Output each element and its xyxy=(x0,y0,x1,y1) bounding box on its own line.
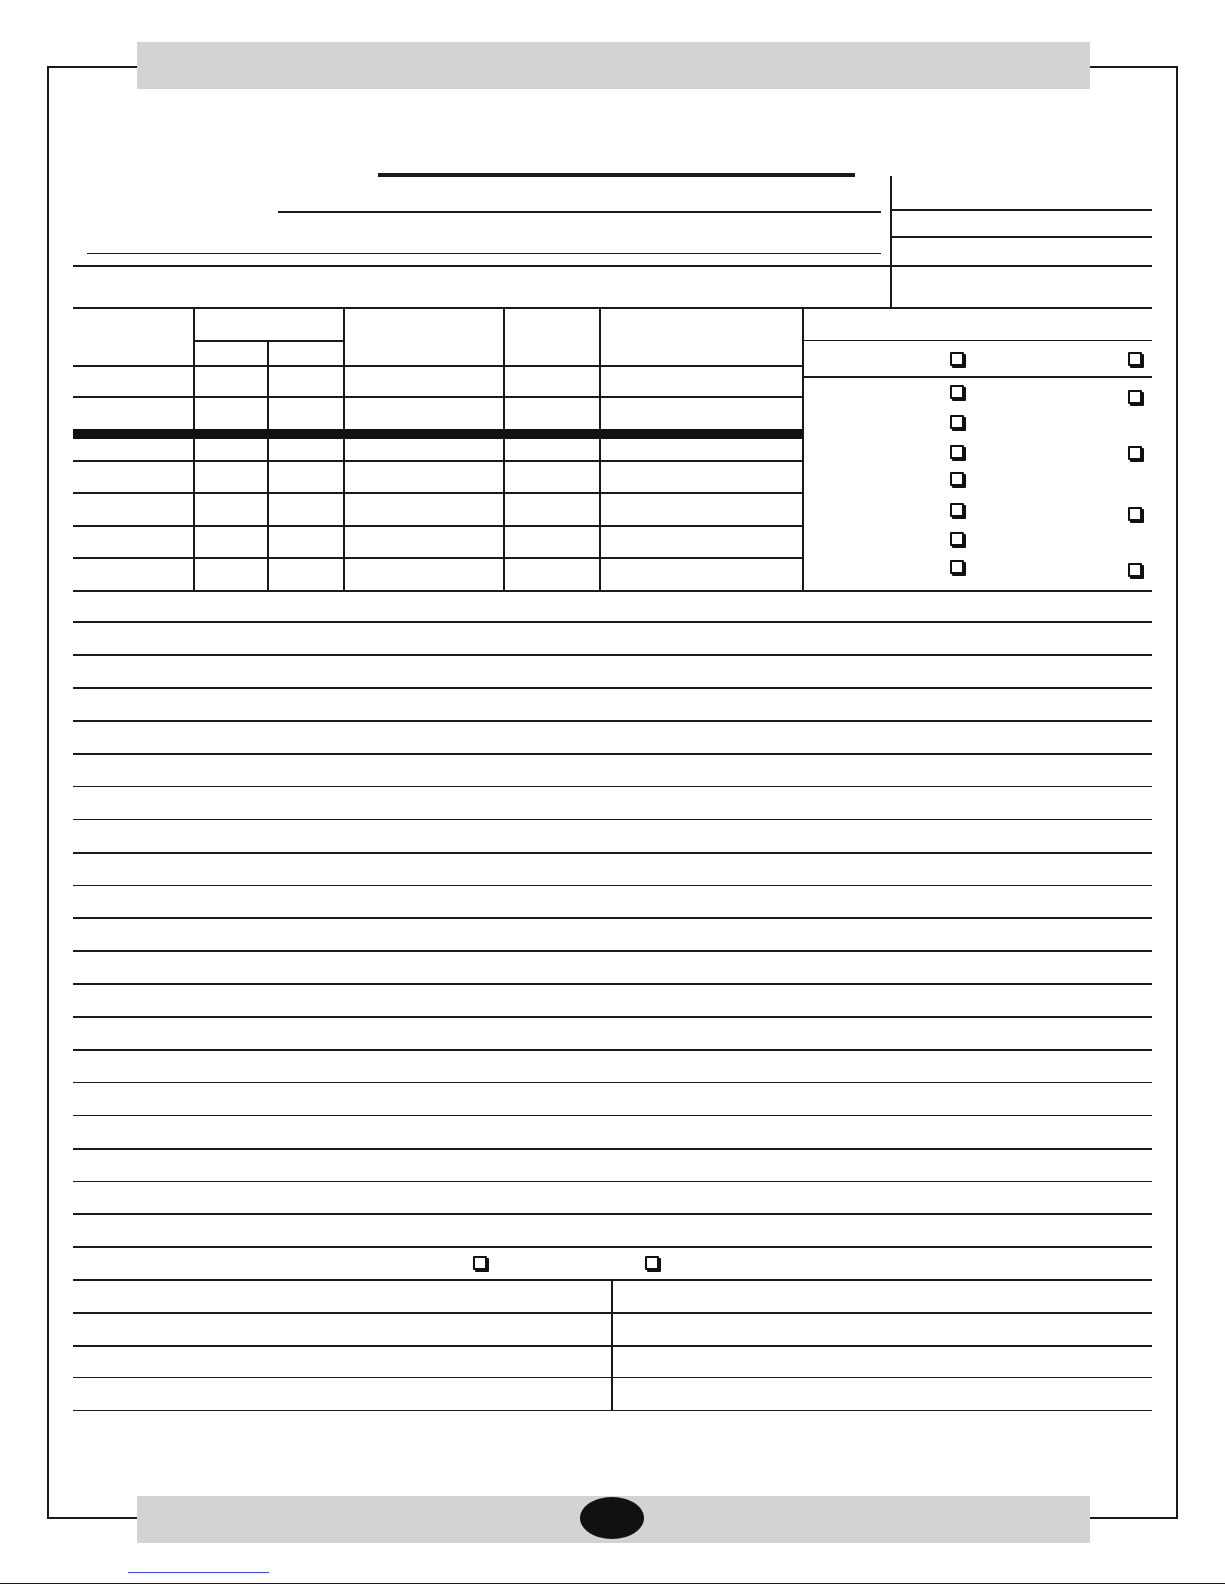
checkbox-icon[interactable] xyxy=(1128,563,1142,577)
title-line xyxy=(378,173,855,177)
table-col-divider xyxy=(599,308,601,591)
header-band-mask xyxy=(137,42,1090,89)
table-bottom-border xyxy=(73,590,1152,592)
notes-line[interactable] xyxy=(73,950,1152,952)
checkbox-icon[interactable] xyxy=(645,1256,659,1270)
notes-line[interactable] xyxy=(73,885,1152,886)
top-right-divider xyxy=(890,176,892,307)
checkbox-icon[interactable] xyxy=(950,445,964,459)
signature-divider xyxy=(611,1280,613,1411)
top-right-line-2[interactable] xyxy=(891,236,1152,238)
notes-line[interactable] xyxy=(73,917,1152,919)
table-top-border xyxy=(73,307,1152,309)
form-line-2[interactable] xyxy=(87,253,881,254)
right-panel-line xyxy=(803,376,1152,378)
notes-line[interactable] xyxy=(73,687,1152,689)
notes-line[interactable] xyxy=(73,1082,1152,1083)
form-line-3[interactable] xyxy=(73,265,1152,267)
table-col-divider xyxy=(343,308,345,591)
table-row[interactable] xyxy=(73,525,803,527)
notes-line[interactable] xyxy=(73,621,1152,623)
checkbox-icon[interactable] xyxy=(950,503,964,517)
notes-line[interactable] xyxy=(73,1115,1152,1116)
notes-line[interactable] xyxy=(73,720,1152,722)
notes-line[interactable] xyxy=(73,654,1152,656)
notes-line[interactable] xyxy=(73,1148,1152,1150)
notes-line[interactable] xyxy=(73,753,1152,755)
notes-line[interactable] xyxy=(73,1246,1152,1248)
form-line-1[interactable] xyxy=(278,211,881,213)
checkbox-icon[interactable] xyxy=(950,385,964,399)
top-right-line-1[interactable] xyxy=(891,209,1152,211)
table-row[interactable] xyxy=(73,460,803,462)
notes-line[interactable] xyxy=(73,819,1152,820)
checkbox-icon[interactable] xyxy=(950,560,964,574)
notes-line[interactable] xyxy=(73,1016,1152,1018)
notes-line[interactable] xyxy=(73,1049,1152,1051)
table-row[interactable] xyxy=(73,492,803,494)
checkbox-icon[interactable] xyxy=(1128,390,1142,404)
checkbox-icon[interactable] xyxy=(1128,352,1142,366)
table-header-bottom xyxy=(73,365,803,367)
checkbox-icon[interactable] xyxy=(1128,507,1142,521)
table-row[interactable] xyxy=(73,396,803,398)
checkbox-icon[interactable] xyxy=(473,1256,487,1270)
table-col-divider xyxy=(503,308,505,591)
notes-line[interactable] xyxy=(73,1213,1152,1215)
footer-link[interactable] xyxy=(128,1572,269,1573)
notes-line[interactable] xyxy=(73,852,1152,854)
checkbox-icon[interactable] xyxy=(1128,446,1142,460)
notes-line[interactable] xyxy=(73,983,1152,985)
right-panel-line xyxy=(803,340,1152,341)
table-row[interactable] xyxy=(73,557,803,559)
checkbox-icon[interactable] xyxy=(950,472,964,486)
table-col-divider xyxy=(802,308,804,591)
table-row-thick xyxy=(73,429,803,439)
table-col-divider xyxy=(267,340,269,591)
checkbox-icon[interactable] xyxy=(950,532,964,546)
notes-line[interactable] xyxy=(73,786,1152,787)
checkbox-icon[interactable] xyxy=(950,352,964,366)
page-bottom-rule xyxy=(0,1583,1225,1584)
table-subheader-line xyxy=(193,340,344,342)
notes-line[interactable] xyxy=(73,1181,1152,1182)
checkbox-icon[interactable] xyxy=(950,415,964,429)
page-number-badge xyxy=(580,1497,644,1539)
table-col-divider xyxy=(193,308,195,591)
